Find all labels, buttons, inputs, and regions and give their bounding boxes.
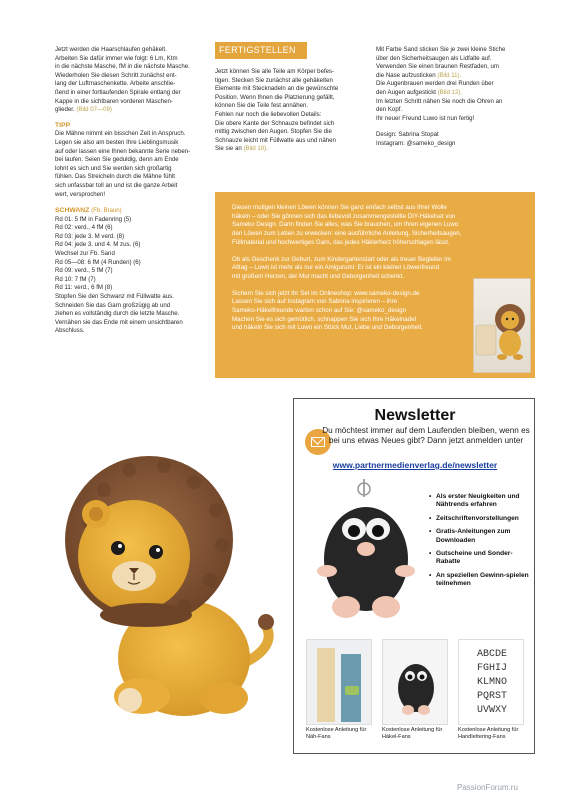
lettering-row: FGHIJ <box>476 663 508 674</box>
text-span: Sie sie an <box>215 145 242 153</box>
image-reference: (Bild 10). <box>243 145 268 153</box>
promo-line: Lassen Sie sich auf Instagram von Sabrina inspirieren – ihre <box>232 298 398 306</box>
newsletter-link[interactable]: www.partnermedienverlag.de/newsletter <box>332 460 498 470</box>
tipp-line: Die Mähne nimmt ein bisschen Zeit in Anspruch. <box>55 130 186 138</box>
site-watermark: PassionForum.ru <box>457 783 518 792</box>
intro-line: Kappe in die sichtbaren vorderen Maschen- <box>55 97 173 105</box>
promo-line: mit großem Herzen, der Mut macht und Geborgenheit schenkt. <box>232 272 404 280</box>
schwanz-title: SCHWANZ <box>55 207 90 215</box>
text-line: Die obere Kante der Schnauze befindet sich <box>215 119 335 127</box>
promo-line: Machen Sie es sich gemütlich, schnappen Sie sich Ihre Häkelnadel <box>232 315 417 323</box>
pattern-row: ziehen es vollständig durch die letzte Masche. <box>55 310 180 318</box>
pattern-row: Rd 01: 5 fM in Fadenring (5) <box>55 215 132 223</box>
intro-line: lang der Luftmaschenkette. Arbeite anschlie- <box>55 80 176 88</box>
promo-line: Diesen mutigen kleinen Löwen können Sie ganz einfach selbst aus Ihrer Wolle <box>232 204 447 211</box>
text-line: Elemente mit Stecknadeln an die gewünschte <box>215 85 339 93</box>
lion-kit-illustration <box>474 279 530 372</box>
pattern-row: Abschluss. <box>55 327 85 335</box>
promo-line: Sameko-Häkelfreunde warten schon auf Sie: @sameko_design <box>232 307 407 315</box>
promo-line: Ob als Geschenk zur Geburt, zum Kindergartenstart oder als treuer Begleiter im <box>232 255 451 263</box>
pattern-row: Rd 11: verd., 6 fM (8) <box>55 284 113 292</box>
promo-box <box>215 192 535 378</box>
thumbnail-caption: Kostenlose Anleitung für Handlettering-Fans <box>458 727 519 740</box>
tipp-heading: TIPP <box>55 121 71 129</box>
schwanz-color: (Fb. Braun) <box>91 208 122 215</box>
lettering-row: KLMNO <box>476 677 508 688</box>
crochet-lion-photo <box>34 430 284 730</box>
column-middle <box>215 68 367 154</box>
promo-line: Füllmaterial und hochwertiges Garn, das jedes Häklerherz höherschlagen lässt. <box>232 238 450 246</box>
schwanz-heading <box>55 207 213 216</box>
tipp-line: lohnt es sich und Sie werden sich großartig <box>55 164 172 172</box>
promo-line: Alltag – Luwo ist mehr als nur ein Amigurumi: Er ist ein kleiner Löwenfreund <box>232 264 440 272</box>
text-line: mittig zwischen den Augen. Stopfen Sie die <box>215 128 332 136</box>
intro-line: Jetzt werden die Haarschlaufen gehäkelt. <box>55 46 167 53</box>
lettering-row: UVWXY <box>476 705 508 716</box>
benefit-item: • Gratis-Anleitungen zum Downloaden <box>428 528 532 545</box>
tipp-line: auf oder lassen eine Ihnen bekannte Serie neben- <box>55 147 191 155</box>
pattern-row: Rd 03: jede 3. M verd. (8) <box>55 232 125 240</box>
pattern-row: Rd 02: verd., 4 fM (6) <box>55 224 113 232</box>
pattern-row: Rd 09: verd., 5 fM (7) <box>55 267 113 275</box>
text-line: tigen. Stecken Sie zunächst alle gehäkelten <box>215 76 333 84</box>
tipp-line: fühlen. Das Streicheln durch die Mähne fühlt <box>55 173 175 181</box>
instagram-credit: Instagram: @sameko_design <box>376 139 456 147</box>
column-left <box>55 46 213 336</box>
text-line: Fehlen nur noch die liebevollen Details: <box>215 110 322 118</box>
thumbnail-caption: Kostenlose Anleitung für Näh-Fans <box>306 727 367 740</box>
image-reference: (Bild 12). <box>437 88 463 96</box>
diy-kit-photo <box>473 278 531 373</box>
pattern-row: Rd 05—08: 6 fM (4 Runden) (6) <box>55 258 141 266</box>
promo-line: und häkeln Sie sich mit Luwo ein Stück Mut, Liebe und Geborgenheit. <box>232 324 423 332</box>
intro-line: in die nächste Masche, fM in die nächste Masche. <box>55 63 190 71</box>
text-line: Im letzten Schritt nähen Sie noch die Ohren an <box>376 97 503 105</box>
intro-line: ßend in einer fortlaufenden Spirale entlang der <box>55 88 181 96</box>
text-line <box>376 72 534 81</box>
image-reference: (Bild 07—09) <box>76 106 112 114</box>
text-line: Verwenden Sie einen braunen Restfaden, um <box>376 63 499 71</box>
text-line <box>376 89 534 98</box>
benefit-list <box>428 493 532 594</box>
tipp-line: Legen sie also am besten Ihre Lieblingsmusik <box>55 138 179 146</box>
crochet-mole-keychain <box>302 479 432 629</box>
design-credit: Design: Sabrina Stopat <box>376 131 439 139</box>
text-line: Die Augenbrauen werden drei Runden über <box>376 80 494 88</box>
benefit-item: • Zeitschriftenvorstellungen <box>428 515 532 523</box>
text-line: Jetzt können Sie alle Teile am Körper befes- <box>215 68 335 75</box>
text-line: den Kopf. <box>376 106 403 114</box>
tipp-line: bei laufen. Seien Sie geduldig, denn am Ende <box>55 156 179 164</box>
pattern-row: Rd 10: 7 fM (7) <box>55 275 96 283</box>
promo-line: den Löwen zum Leben zu erwecken: eine ausführliche Anleitung, Sicherheitsaugen, <box>232 230 462 238</box>
intro-text: glieder. <box>55 106 75 114</box>
intro-line <box>55 106 213 115</box>
pattern-row: Rd 04: jede 3. und 4. M zus. (6) <box>55 241 141 249</box>
promo-line: Sameko Design. Darin finden Sie alles, was Sie brauchen, um Ihren eigenen Luwo <box>232 221 459 229</box>
newsletter-title: Newsletter <box>374 407 456 424</box>
text-line: Position. Wenn Ihnen die Platzierung gefällt, <box>215 93 335 101</box>
tipp-line: wert, versprochen! <box>55 190 106 198</box>
crochet-thumbnail[interactable] <box>382 639 448 725</box>
pattern-row: Wechsel zur Fb. Sand <box>55 250 115 258</box>
lettering-row: ABCDE <box>476 649 508 660</box>
text-line: über den Sicherheitsaugen als Lidfalte auf. <box>376 54 492 62</box>
text-line <box>215 145 367 154</box>
intro-line: Wiederholen Sie diesen Schritt zunächst ent- <box>55 71 177 79</box>
thumbnail-caption: Kostenlose Anleitung für Häkel-Fans <box>382 727 443 740</box>
column-right <box>376 46 534 149</box>
newsletter-intro: Du möchtest immer auf dem Laufenden bleiben, wenn es bei uns etwas Neues gibt? Dann jetzt anmelden unter <box>322 426 530 446</box>
lettering-thumbnail[interactable] <box>458 639 524 725</box>
text-span: den Augen aufgestickt <box>376 88 436 96</box>
fertigstellen-heading: FERTIGSTELLEN <box>215 42 307 59</box>
text-line: Ihr neuer Freund Luwo ist nun fertig! <box>376 114 475 122</box>
text-line: können Sie die Teile fest annähen. <box>215 102 309 110</box>
lettering-row: PQRST <box>476 691 508 702</box>
benefit-item: • An speziellen Gewinn-spielen teilnehmen <box>428 572 532 589</box>
text-span: die Nase aufzusticken <box>376 71 436 79</box>
newsletter-box <box>293 398 535 754</box>
tipp-line: sich unfassbar toll an und ist die ganze Arbeit <box>55 181 178 189</box>
image-reference: (Bild 11). <box>437 71 462 79</box>
benefit-item: • Gutscheine und Sonder-Rabatte <box>428 550 532 567</box>
pattern-row: Schneiden Sie das Garn großzügig ab und <box>55 301 171 309</box>
benefit-item: • Als erster Neuigkeiten und Nähtrends erfahren <box>428 493 532 510</box>
sewing-thumbnail[interactable] <box>306 639 372 725</box>
promo-line: Sichern Sie sich jetzt Ihr Set im Onlineshop: www.sameko-design.de <box>232 289 420 297</box>
pattern-row: Stopfen Sie den Schwanz mit Füllwatte aus. <box>55 293 174 301</box>
text-line: Schnauze leicht mit Füllwatte aus und nähen <box>215 136 336 144</box>
pattern-row: Vernähen sie das Ende mit einem unsichtbaren <box>55 318 183 326</box>
promo-line: häkeln – oder Sie gönnen sich das liebevoll zusammengestellte DIY-Häkelset von <box>232 212 456 220</box>
text-line: Mit Farbe Sand sticken Sie je zwei kleine Stiche <box>376 46 506 53</box>
intro-line: Arbeiten Sie dafür immer wie folgt: 6 Lm, Ktm <box>55 54 178 62</box>
